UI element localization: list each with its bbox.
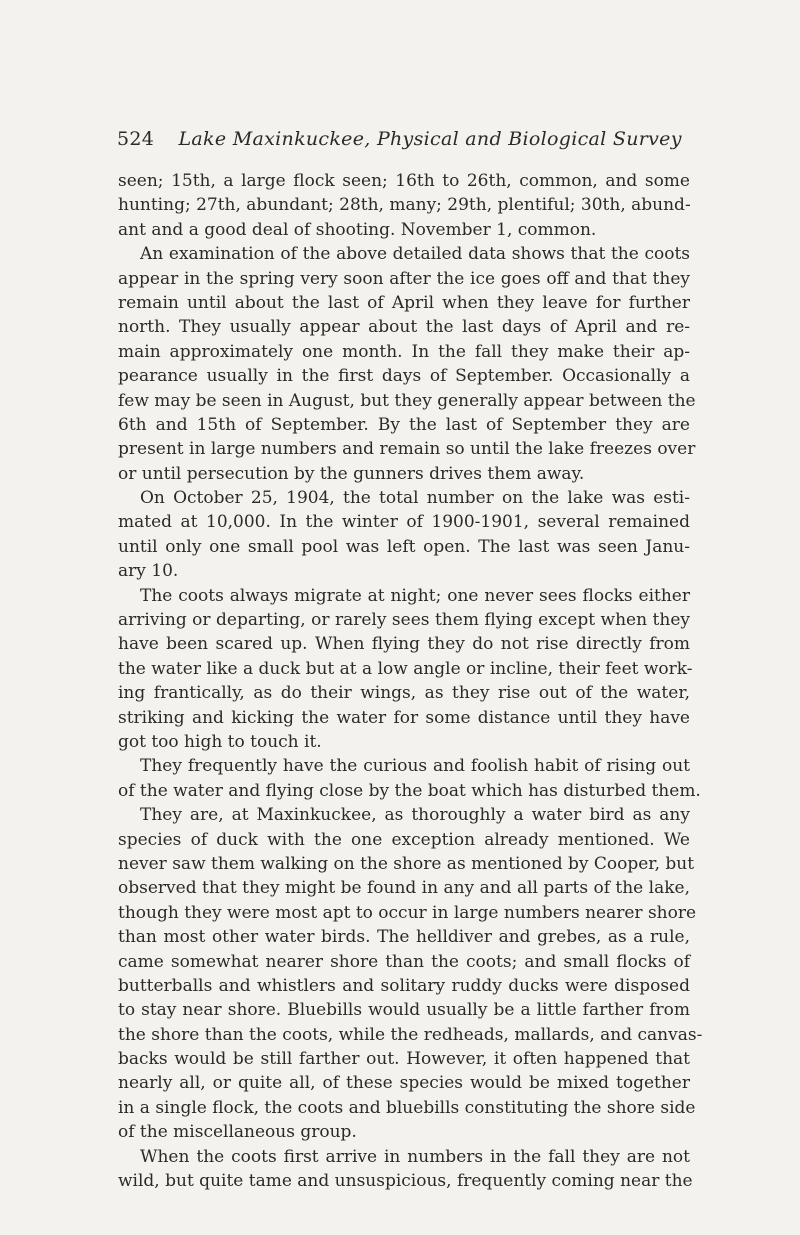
text-line: backs would be still farther out. However, it often happened that [118, 1049, 690, 1070]
text-line: the shore than the coots, while the redheads, mallards, and canvas- [118, 1024, 703, 1045]
text-line: ary 10. [118, 561, 179, 582]
running-head [117, 128, 682, 150]
text-line: though they were most apt to occur in large numbers nearer shore [118, 902, 697, 923]
text-line: 6th and 15th of September. By the last of September they are [118, 414, 690, 435]
page-number: 524 [117, 128, 155, 150]
text-line: the water like a duck but at a low angle or incline, their feet work- [118, 658, 693, 679]
text-line: north. They usually appear about the last days of April and re- [118, 317, 690, 338]
text-line: main approximately one month. In the fall they make their ap- [118, 341, 690, 362]
text-line: pearance usually in the first days of September. Occasionally a [118, 366, 690, 387]
text-line: to stay near shore. Bluebills would usually be a little farther from [118, 1000, 690, 1021]
text-line: ant and a good deal of shooting. November 1, common. [118, 219, 597, 240]
text-line: or until persecution by the gunners drives them away. [118, 463, 585, 484]
text-line: nearly all, or quite all, of these species would be mixed together [118, 1073, 690, 1094]
text-line: few may be seen in August, but they generally appear between the [118, 390, 696, 411]
text-line: When the coots first arrive in numbers in the fall they are not [140, 1146, 690, 1167]
text-line: wild, but quite tame and unsuspicious, frequently coming near the [118, 1171, 693, 1192]
text-line: observed that they might be found in any and all parts of the lake, [118, 878, 690, 899]
text-line: The coots always migrate at night; one never sees flocks either [140, 585, 690, 606]
text-line: On October 25, 1904, the total number on the lake was esti- [140, 488, 690, 509]
text-line: arriving or departing, or rarely sees them flying except when they [118, 610, 690, 631]
text-line: They frequently have the curious and foolish habit of rising out [140, 756, 690, 777]
text-line: got too high to touch it. [118, 731, 322, 752]
text-line: never saw them walking on the shore as mentioned by Cooper, but [118, 853, 695, 874]
text-line: hunting; 27th, abundant; 28th, many; 29th, plentiful; 30th, abund- [118, 195, 691, 216]
text-line: species of duck with the one exception already mentioned. We [118, 829, 690, 850]
text-line: of the water and flying close by the boat which has disturbed them. [118, 780, 701, 801]
text-line: An examination of the above detailed data shows that the coots [140, 244, 690, 265]
text-line: ing frantically, as do their wings, as they rise out of the water, [118, 683, 690, 704]
text-line: striking and kicking the water for some distance until they have [118, 707, 690, 728]
text-line: seen; 15th, a large flock seen; 16th to 26th, common, and some [118, 171, 690, 191]
text-line: until only one small pool was left open. The last was seen Janu- [118, 536, 690, 557]
text-line: have been scared up. When flying they do not rise directly from [118, 634, 690, 655]
running-title: Lake Maxinkuckee, Physical and Biological Survey [178, 128, 682, 150]
text-line: of the miscellaneous group. [118, 1122, 357, 1143]
text-line: butterballs and whistlers and solitary ruddy ducks were disposed [118, 975, 690, 996]
text-line: in a single flock, the coots and bluebills constituting the shore side [118, 1097, 696, 1118]
text-line: appear in the spring very soon after the ice goes off and that they [118, 268, 690, 289]
text-line: remain until about the last of April when they leave for further [118, 292, 690, 313]
text-line: than most other water birds. The helldiver and grebes, as a rule, [118, 927, 690, 948]
text-line: They are, at Maxinkuckee, as thoroughly a water bird as any [140, 805, 690, 826]
body-text [118, 169, 703, 1193]
text-line: came somewhat nearer shore than the coots; and small flocks of [118, 951, 690, 972]
text-line: mated at 10,000. In the winter of 1900-1901, several remained [118, 512, 690, 533]
text-line: present in large numbers and remain so until the lake freezes over [118, 439, 696, 460]
